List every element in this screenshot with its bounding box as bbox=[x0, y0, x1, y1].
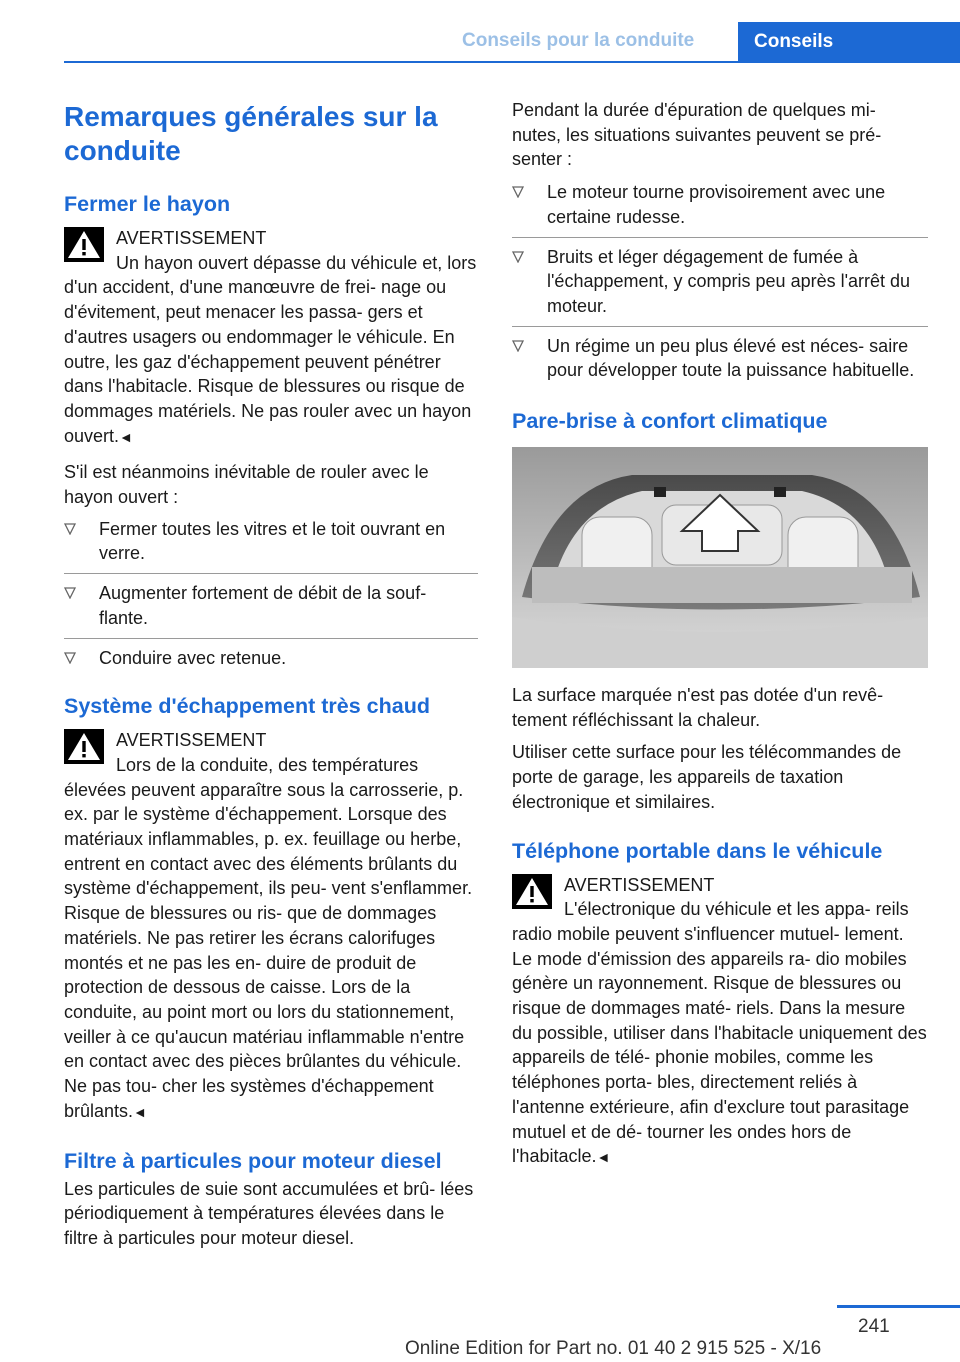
rear-window-illustration bbox=[512, 447, 928, 668]
warning-echappement bbox=[64, 728, 478, 1124]
paragraph-surface: La surface marquée n'est pas dotée d'un revê‐ tement réfléchissant la chaleur. bbox=[512, 685, 884, 730]
list-item: Conduire avec retenue. bbox=[64, 646, 478, 671]
warning-title: AVERTISSEMENT bbox=[564, 874, 715, 895]
warning-telephone bbox=[512, 873, 928, 1170]
paragraph-filtre: Les particules de suie sont accumulées et brû‐ lées périodiquement à températures élevées dans le filtre à particules pour moteur diesel. bbox=[64, 1178, 474, 1248]
footer-rule bbox=[837, 1305, 960, 1308]
list-item: Augmenter fortement de débit de la souf‐ flante. bbox=[64, 581, 478, 630]
paragraph-telecommandes: Utiliser cette surface pour les télécommandes de porte de garage, les appareils de taxation électronique et similaires. bbox=[512, 742, 902, 812]
list-item: Fermer toutes les vitres et le toit ouvrant en verre. bbox=[64, 517, 478, 566]
header-section-title: Conseils pour la conduite bbox=[462, 30, 695, 51]
warning-icon bbox=[64, 227, 104, 262]
list-epuration bbox=[512, 180, 928, 383]
heading-filtre-particules: Filtre à particules pour moteur diesel bbox=[64, 1148, 442, 1173]
divider bbox=[512, 326, 928, 327]
header-chapter-tab: Conseils bbox=[738, 22, 960, 62]
warning-text: Un hayon ouvert dépasse du véhicule et, lors d'un accident, d'une manœuvre de frei‐ nage ou d'évitement, peut menacer les passa‐ gers et d'autres usagers ou endommager le véhicule. En outre, les gaz d'échappement peuvent pénétrer dans l'habitacle. Risque de blessures ou risque de dommages matériels. Ne pas rouler avec un hayon ouvert. bbox=[64, 252, 477, 446]
heading-fermer-hayon: Fermer le hayon bbox=[64, 192, 231, 216]
warning-text: Lors de la conduite, des températures élevées peuvent apparaître sous la carrosserie, p. ex. par le système d'échappement. Lorsque des matériaux inflammables, p. ex. feuillage ou herbe, entrent en contact avec des éléments brûlants du système d'échappement, ils peu‐ vent s'enflammer. Risque de blessures ou ris‐ que de dommages matériels. Ne pas retirer les écrans calorifuges montés et ne pas les en‐ duire de produit de protection de dessous de caisse. Lors de la conduite, au point mort ou lors du stationnement, veiller à ce qu'aucun matériau inflammable n'entre en contact avec des pièces brûlantes du véhicule. Ne pas tou‐ cher les systèmes d'échappement brûlants. bbox=[64, 754, 473, 1121]
end-mark: ◄ bbox=[596, 1149, 611, 1166]
warning-icon bbox=[64, 729, 104, 764]
triangle-bullet-icon bbox=[64, 523, 76, 535]
right-column bbox=[512, 98, 928, 1170]
list-item: Un régime un peu plus élevé est néces‐ saire pour développer toute la puissance habituelle. bbox=[512, 334, 928, 383]
triangle-bullet-icon bbox=[512, 340, 524, 352]
triangle-bullet-icon bbox=[512, 251, 524, 263]
triangle-bullet-icon bbox=[512, 186, 524, 198]
triangle-bullet-icon bbox=[64, 652, 76, 664]
divider bbox=[64, 638, 478, 639]
windshield-photo bbox=[512, 447, 928, 668]
divider bbox=[64, 573, 478, 574]
heading-telephone: Téléphone portable dans le véhicule bbox=[512, 838, 883, 863]
list-item: Le moteur tourne provisoirement avec une certaine rudesse. bbox=[512, 180, 928, 229]
paragraph-epuration: Pendant la durée d'épuration de quelques mi‐ nutes, les situations suivantes peuvent se pré‐ senter : bbox=[512, 100, 882, 170]
triangle-bullet-icon bbox=[64, 587, 76, 599]
page-header bbox=[0, 0, 960, 62]
divider bbox=[512, 237, 928, 238]
warning-title: AVERTISSEMENT bbox=[116, 730, 267, 751]
list-item: Bruits et léger dégagement de fumée à l'échappement, y compris peu après l'arrêt du moteur. bbox=[512, 245, 928, 319]
end-mark: ◄ bbox=[119, 428, 133, 445]
paragraph-hayon: S'il est néanmoins inévitable de rouler avec le hayon ouvert : bbox=[64, 462, 429, 508]
left-column bbox=[64, 100, 478, 1251]
page-number: 241 bbox=[858, 1316, 890, 1337]
list-hayon bbox=[64, 517, 478, 671]
page-title: Remarques générales sur la conduite bbox=[64, 101, 438, 166]
heading-echappement: Système d'échappement très chaud bbox=[64, 694, 430, 719]
warning-icon bbox=[512, 874, 552, 909]
warning-hayon bbox=[64, 226, 478, 449]
header-rule bbox=[64, 61, 960, 63]
end-mark: ◄ bbox=[133, 1103, 147, 1120]
heading-pare-brise: Pare-brise à confort climatique bbox=[512, 409, 828, 434]
warning-text: L'électronique du véhicule et les appa‐ reils radio mobile peuvent s'influencer mutuel‐ lement. Le mode d'émission des appareils ra‐ dio mobiles génère un rayonnement. Risque de blessures ou risque de dommages maté‐ riels. Dans la mesure du possible, utiliser dans l'habitacle uniquement des appareils de télé‐ phonie mobiles, comme les téléphones porta‐ bles, directement reliés à l'antenne extérieure, afin d'exclure tout parasitage mutuel et de dé‐ tourner les ondes hors de l'habitacle. bbox=[512, 899, 927, 1167]
warning-title: AVERTISSEMENT bbox=[116, 228, 267, 248]
footer-edition: Online Edition for Part no. 01 40 2 915 525 - X/16 bbox=[405, 1338, 822, 1359]
